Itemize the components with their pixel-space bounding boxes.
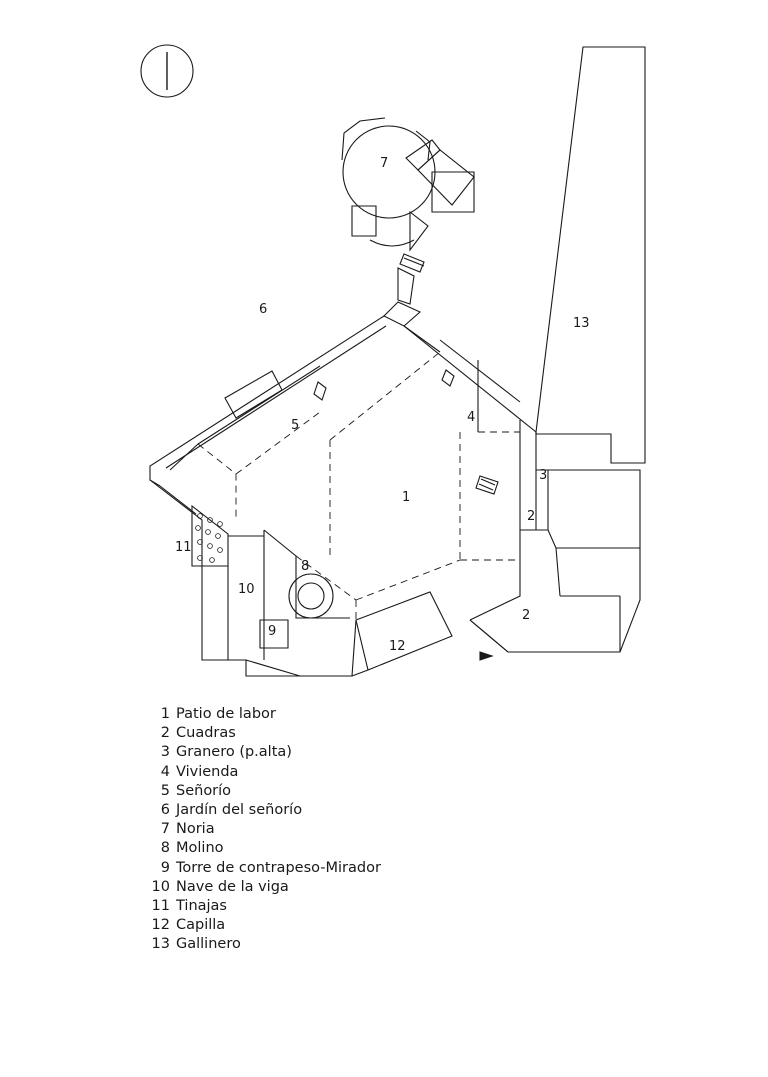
north-compass-icon — [141, 45, 193, 97]
legend-label: Torre de contrapeso-Mirador — [176, 859, 381, 876]
plan-label-8: 8 — [301, 559, 310, 574]
legend-label: Señorío — [176, 782, 232, 799]
legend-number: 5 — [160, 782, 170, 799]
legend-item — [148, 916, 568, 935]
legend-item — [148, 801, 568, 820]
legend-item — [148, 897, 568, 916]
legend-item — [148, 820, 568, 839]
legend-item — [148, 782, 568, 801]
legend-number: 9 — [160, 859, 170, 876]
legend-label: Gallinero — [176, 936, 241, 953]
legend-number: 13 — [151, 936, 170, 953]
legend-item — [148, 724, 568, 743]
plan-label-1: 1 — [402, 490, 411, 505]
building-7-noria — [342, 118, 474, 304]
legend-item — [148, 935, 568, 954]
legend — [148, 705, 568, 955]
plan-label-5: 5 — [291, 418, 300, 433]
legend-label: Jardín del señorío — [176, 802, 303, 819]
legend-number: 3 — [160, 744, 170, 761]
legend-label: Capilla — [176, 917, 226, 934]
legend-number: 4 — [160, 763, 170, 780]
plan-label-4: 4 — [467, 410, 476, 425]
legend-label: Patio de labor — [176, 706, 276, 722]
main-courtyard-complex — [150, 302, 640, 676]
building-13-gallinero — [536, 47, 645, 463]
legend-label: Tinajas — [176, 898, 227, 915]
plan-label-12: 12 — [389, 639, 406, 654]
legend-number: 6 — [160, 802, 170, 819]
legend-label: Molino — [176, 840, 224, 857]
legend-number: 11 — [151, 898, 170, 915]
legend-label: Cuadras — [176, 725, 236, 742]
legend-item — [148, 859, 568, 878]
legend-item — [148, 763, 568, 782]
legend-number: 7 — [160, 821, 170, 838]
legend-label: Vivienda — [176, 763, 239, 780]
plan-label-10: 10 — [238, 582, 255, 597]
plan-label-2a: 2 — [527, 509, 536, 524]
plan-label-9: 9 — [268, 624, 277, 639]
legend-label: Nave de la viga — [176, 878, 289, 895]
plan-label-6: 6 — [259, 302, 268, 317]
legend-item — [148, 705, 568, 724]
legend-item — [148, 743, 568, 762]
legend-label: Granero (p.alta) — [176, 744, 292, 761]
plan-label-3: 3 — [539, 468, 548, 483]
legend-number: 8 — [160, 840, 170, 857]
legend-number: 12 — [151, 917, 170, 934]
legend-number: 10 — [151, 878, 170, 895]
plan-label-11: 11 — [175, 540, 192, 555]
plan-label-2b: 2 — [522, 608, 531, 623]
legend-number: 1 — [160, 706, 170, 722]
legend-number: 2 — [160, 725, 170, 742]
plan-label-13: 13 — [573, 316, 590, 331]
legend-item — [148, 839, 568, 858]
courtyard-inner-dashed-lines — [198, 352, 520, 620]
legend-item — [148, 878, 568, 897]
legend-label: Noria — [176, 821, 215, 838]
plan-label-7: 7 — [380, 156, 389, 171]
